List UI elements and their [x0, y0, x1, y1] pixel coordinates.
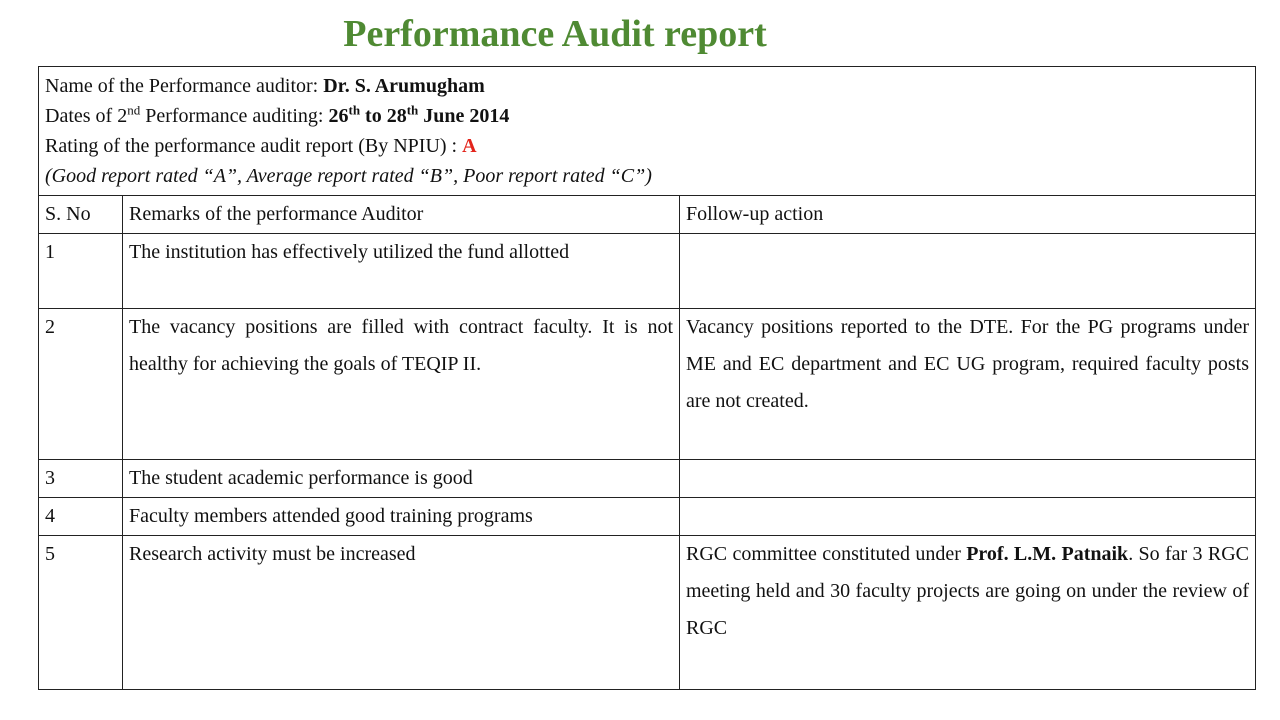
header-sno: S. No	[39, 196, 123, 234]
dates-start: 26	[328, 105, 349, 127]
table-row	[39, 309, 1256, 460]
row-sno: 1	[39, 234, 123, 309]
auditor-name: Dr. S. Arumugham	[323, 75, 485, 97]
rating-line	[45, 131, 1249, 161]
row-remark: The institution has effectively utilized the fund allotted	[123, 234, 680, 309]
audit-report-table	[38, 66, 1256, 690]
info-row	[39, 67, 1256, 196]
auditor-line	[45, 71, 1249, 101]
header-remarks: Remarks of the performance Auditor	[123, 196, 680, 234]
dates-end: June 2014	[418, 105, 510, 127]
action-post: . So far 3 RGC meeting held and 30 faculty projects are going on under the review of RGC	[686, 543, 1249, 639]
dates-mid: to 28	[360, 105, 407, 127]
table-row	[39, 460, 1256, 498]
table-row	[39, 536, 1256, 690]
row-action	[680, 536, 1256, 690]
page-title: Performance Audit report	[343, 13, 767, 55]
row-action	[680, 234, 1256, 309]
dates-value	[328, 102, 510, 127]
dates-start-sup: th	[348, 102, 361, 118]
header-row	[39, 196, 1256, 234]
rating-note: (Good report rated “A”, Average report rated “B”, Poor report rated “C”)	[45, 165, 652, 187]
dates-line	[45, 101, 1249, 131]
row-action	[680, 498, 1256, 536]
auditor-label: Name of the Performance auditor:	[45, 75, 324, 97]
row-remark: The student academic performance is good	[123, 460, 680, 498]
table-row	[39, 234, 1256, 309]
table-row	[39, 498, 1256, 536]
action-pre: RGC committee constituted under	[686, 543, 967, 565]
row-remark: Faculty members attended good training programs	[123, 498, 680, 536]
row-remark: Research activity must be increased	[123, 536, 680, 690]
row-sno: 3	[39, 460, 123, 498]
dates-label-sup: nd	[127, 102, 141, 118]
row-action: Vacancy positions reported to the DTE. For the PG programs under ME and EC department and EC UG program, required faculty posts are not created.	[680, 309, 1256, 460]
dates-label-pre: Dates of 2	[45, 105, 128, 127]
rating-label: Rating of the performance audit report (By NPIU) :	[45, 135, 463, 157]
action-bold: Prof. L.M. Patnaik	[966, 543, 1129, 565]
row-action	[680, 460, 1256, 498]
dates-end-sup: th	[406, 102, 419, 118]
row-sno: 2	[39, 309, 123, 460]
header-action: Follow-up action	[680, 196, 1256, 234]
row-remark: The vacancy positions are filled with contract faculty. It is not healthy for achieving the goals of TEQIP II.	[123, 309, 680, 460]
row-sno: 5	[39, 536, 123, 690]
info-cell	[39, 67, 1256, 196]
row-sno: 4	[39, 498, 123, 536]
dates-label-post: Performance auditing:	[140, 105, 329, 127]
rating-value: A	[462, 135, 477, 157]
